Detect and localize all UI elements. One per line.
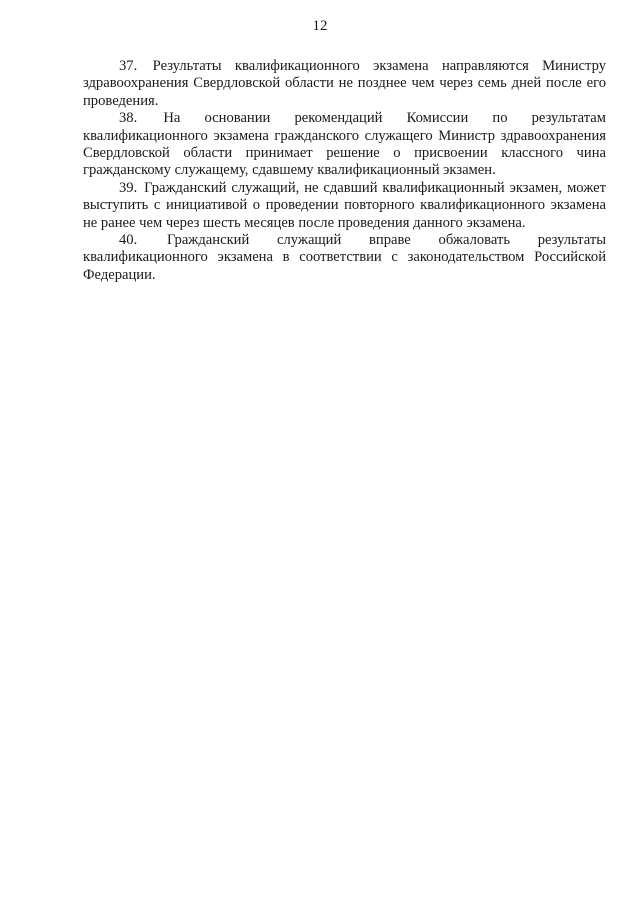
paragraph-text: Гражданский служащий вправе обжаловать результаты квалификационного экзамена в соответствии с законодательством Российской Федерации. <box>83 232 607 283</box>
paragraph-39 <box>83 180 606 232</box>
paragraph-text: Результаты квалификационного экзамена направляются Министру здравоохранения Свердловской области не позднее чем через семь дней после его проведения. <box>83 58 606 109</box>
paragraph-38 <box>83 110 606 180</box>
paragraph-number: 40. <box>119 232 138 249</box>
page-number: 12 <box>312 18 328 34</box>
paragraph-37 <box>83 58 606 110</box>
paragraph-number: 39. <box>119 179 138 196</box>
paragraph-number: 38. <box>119 110 138 127</box>
paragraph-text: Гражданский служащий, не сдавший квалификационный экзамен, может выступить с инициативой о проведении повторного квалификационного экзамена не ранее чем через шесть месяцев после проведения данного экзамена. <box>83 179 606 231</box>
paragraph-text: На основании рекомендаций Комиссии по результатам квалификационного экзамена гражданского служащего Министр здравоохранения Свердловской области принимает решение о присвоении классного чина гражданскому служащему, сдавшему квалификационный экзамен. <box>83 110 606 179</box>
paragraph-40 <box>83 232 606 284</box>
paragraph-number: 37. <box>119 58 138 74</box>
document-body <box>83 58 606 284</box>
